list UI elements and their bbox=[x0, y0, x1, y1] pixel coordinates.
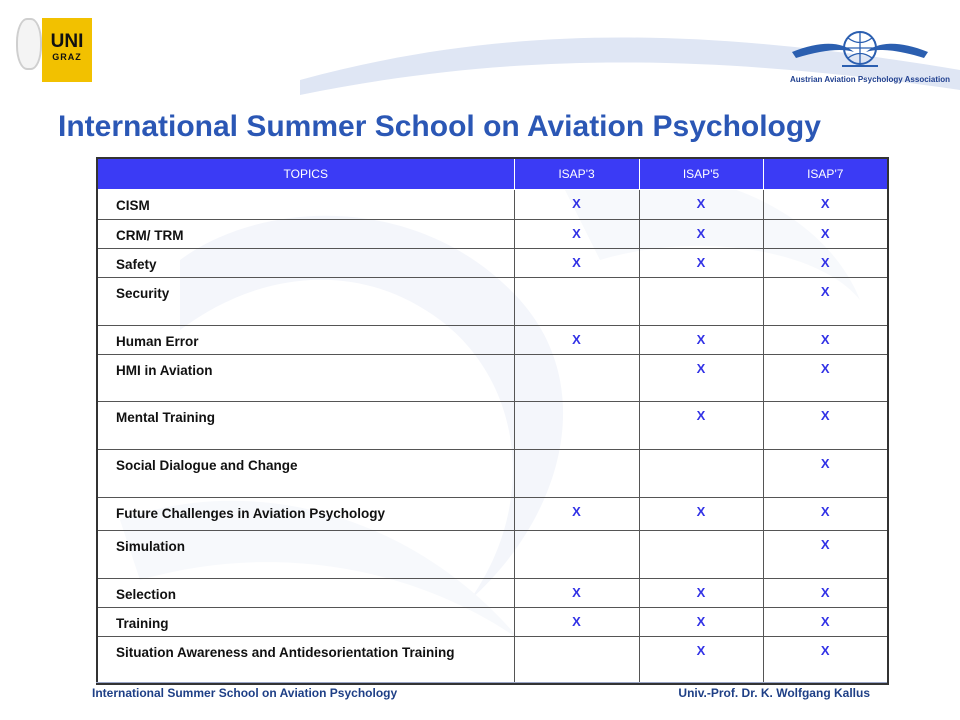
footer-divider bbox=[96, 682, 887, 683]
header-topics: TOPICS bbox=[97, 158, 514, 190]
graz-logo-text: GRAZ bbox=[52, 52, 82, 62]
table-row bbox=[97, 531, 888, 579]
isap3-cell: X bbox=[514, 220, 639, 249]
isap7-cell: X bbox=[763, 278, 888, 326]
isap3-cell bbox=[514, 450, 639, 498]
isap5-cell: X bbox=[639, 402, 763, 450]
isap7-cell: X bbox=[763, 531, 888, 579]
topic-cell: CRM/ TRM bbox=[97, 220, 514, 249]
isap3-cell bbox=[514, 531, 639, 579]
table-header-row bbox=[97, 158, 888, 190]
isap5-cell bbox=[639, 531, 763, 579]
isap5-cell: X bbox=[639, 637, 763, 684]
table-row bbox=[97, 220, 888, 249]
header-isap7: ISAP'7 bbox=[763, 158, 888, 190]
isap7-cell: X bbox=[763, 579, 888, 608]
isap7-cell: X bbox=[763, 637, 888, 684]
university-seal-icon bbox=[16, 18, 42, 70]
topic-cell: HMI in Aviation bbox=[97, 355, 514, 402]
topics-table bbox=[96, 157, 889, 685]
topic-cell: Social Dialogue and Change bbox=[97, 450, 514, 498]
isap5-cell bbox=[639, 450, 763, 498]
table-row bbox=[97, 249, 888, 278]
uni-logo-text: UNI bbox=[50, 31, 84, 52]
isap5-cell: X bbox=[639, 326, 763, 355]
aapa-caption: Austrian Aviation Psychology Association bbox=[789, 75, 950, 84]
topic-cell: Mental Training bbox=[97, 402, 514, 450]
isap3-cell: X bbox=[514, 608, 639, 637]
isap3-cell: X bbox=[514, 579, 639, 608]
isap5-cell bbox=[639, 278, 763, 326]
uni-graz-logo bbox=[42, 18, 92, 82]
footer-right-text: Univ.-Prof. Dr. K. Wolfgang Kallus bbox=[678, 686, 870, 700]
topic-cell: CISM bbox=[97, 190, 514, 220]
isap3-cell: X bbox=[514, 498, 639, 531]
isap7-cell: X bbox=[763, 608, 888, 637]
page-title: International Summer School on Aviation Psychology bbox=[58, 110, 821, 143]
isap3-cell bbox=[514, 278, 639, 326]
header-isap3: ISAP'3 bbox=[514, 158, 639, 190]
isap7-cell: X bbox=[763, 249, 888, 278]
isap7-cell: X bbox=[763, 402, 888, 450]
isap3-cell: X bbox=[514, 326, 639, 355]
table-row bbox=[97, 190, 888, 220]
table-row bbox=[97, 450, 888, 498]
isap5-cell: X bbox=[639, 579, 763, 608]
topic-cell: Simulation bbox=[97, 531, 514, 579]
isap5-cell: X bbox=[639, 355, 763, 402]
isap7-cell: X bbox=[763, 355, 888, 402]
isap7-cell: X bbox=[763, 498, 888, 531]
table-row bbox=[97, 579, 888, 608]
header-isap5: ISAP'5 bbox=[639, 158, 763, 190]
table-row bbox=[97, 498, 888, 531]
isap7-cell: X bbox=[763, 220, 888, 249]
table-row bbox=[97, 402, 888, 450]
isap5-cell: X bbox=[639, 498, 763, 531]
topic-cell: Situation Awareness and Antidesorientation Training bbox=[97, 637, 514, 684]
topic-cell: Future Challenges in Aviation Psychology bbox=[97, 498, 514, 531]
table-row bbox=[97, 355, 888, 402]
isap7-cell: X bbox=[763, 190, 888, 220]
footer-left-text: International Summer School on Aviation Psychology bbox=[92, 686, 398, 700]
isap5-cell: X bbox=[639, 608, 763, 637]
isap5-cell: X bbox=[639, 220, 763, 249]
isap3-cell bbox=[514, 355, 639, 402]
topic-cell: Selection bbox=[97, 579, 514, 608]
isap3-cell bbox=[514, 402, 639, 450]
topic-cell: Safety bbox=[97, 249, 514, 278]
isap5-cell: X bbox=[639, 249, 763, 278]
table-row bbox=[97, 637, 888, 684]
topic-cell: Training bbox=[97, 608, 514, 637]
isap3-cell bbox=[514, 637, 639, 684]
topic-cell: Security bbox=[97, 278, 514, 326]
table-row bbox=[97, 326, 888, 355]
isap3-cell: X bbox=[514, 249, 639, 278]
topic-cell: Human Error bbox=[97, 326, 514, 355]
isap5-cell: X bbox=[639, 190, 763, 220]
isap3-cell: X bbox=[514, 190, 639, 220]
isap7-cell: X bbox=[763, 450, 888, 498]
table-row bbox=[97, 278, 888, 326]
isap7-cell: X bbox=[763, 326, 888, 355]
table-row bbox=[97, 608, 888, 637]
